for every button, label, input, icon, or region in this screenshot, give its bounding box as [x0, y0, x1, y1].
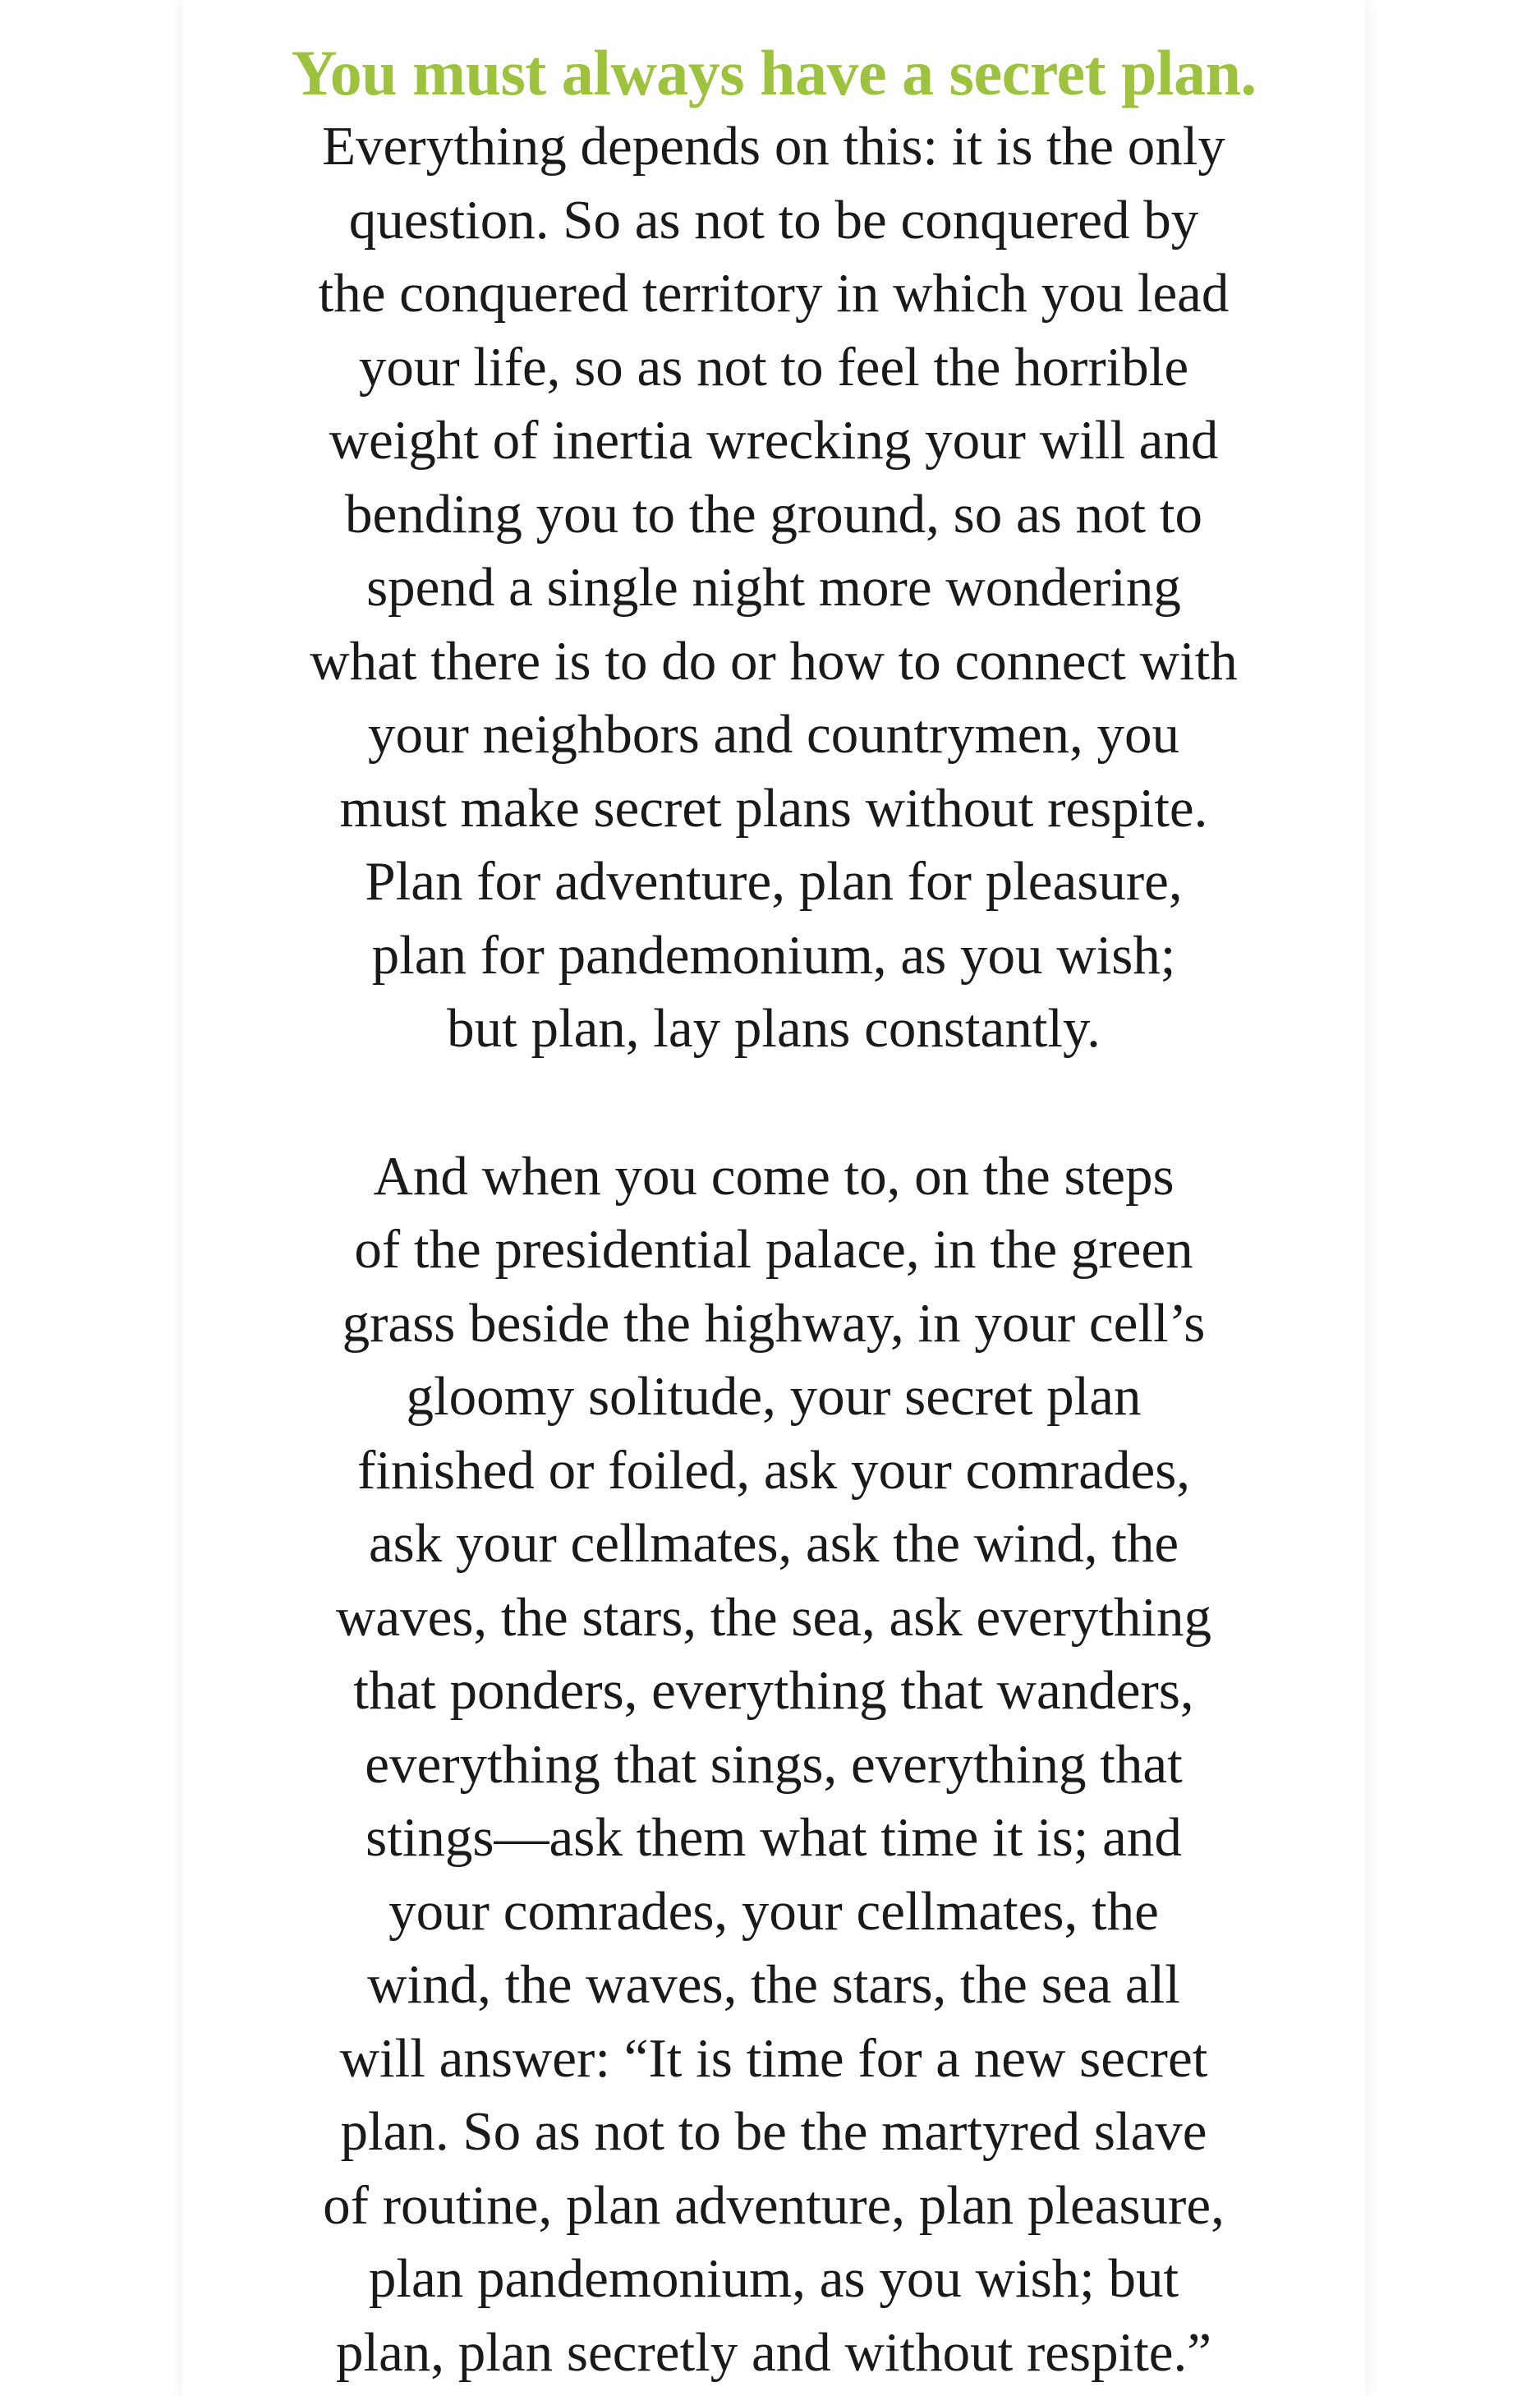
text-line: plan pandemonium, as you wish; but [368, 2248, 1179, 2309]
paragraph-1 [182, 110, 1365, 1066]
text-line: wind, the waves, the stars, the sea all [367, 1954, 1180, 2015]
text-line: of the presidential palace, in the green [354, 1219, 1193, 1280]
text-line: spend a single night more wondering [366, 557, 1181, 618]
document-body [182, 36, 1365, 2389]
page [182, 0, 1365, 2396]
paragraph-spacer [182, 1066, 1365, 1140]
text-line: finished or foiled, ask your comrades, [356, 1439, 1191, 1501]
text-line: plan for pandemonium, as you wish; [371, 924, 1176, 986]
text-line: bending you to the ground, so as not to [345, 483, 1202, 545]
text-line: stings—ask them what time it is; and [365, 1807, 1182, 1868]
text-line: Plan for adventure, plan for pleasure, [365, 851, 1183, 912]
text-line: will answer: “It is time for a new secret [339, 2027, 1208, 2089]
text-line: plan. So as not to be the martyred slave [340, 2101, 1207, 2162]
text-line: your life, so as not to feel the horrible [358, 336, 1189, 398]
text-line: weight of inertia wrecking your will and [329, 410, 1219, 471]
text-line: plan, plan secretly and without respite.” [335, 2321, 1212, 2383]
text-line: question. So as not to be conquered by [348, 189, 1199, 251]
text-line: of routine, plan adventure, plan pleasure, [323, 2174, 1225, 2236]
text-line: waves, the stars, the sea, ask everything [335, 1586, 1212, 1648]
text-line: what there is to do or how to connect with [310, 630, 1238, 692]
text-line: ask your cellmates, ask the wind, the [368, 1513, 1179, 1574]
text-line: Everything depends on this: it is the only [322, 116, 1225, 177]
text-line: the conquered territory in which you lead [318, 263, 1230, 324]
text-line: And when you come to, on the steps [373, 1145, 1175, 1207]
text-line: grass beside the highway, in your cell’s [342, 1292, 1206, 1354]
text-line: must make secret plans without respite. [339, 777, 1208, 839]
paragraph-2 [182, 1140, 1365, 2390]
text-line: everything that sings, everything that [365, 1733, 1183, 1795]
text-line: your comrades, your cellmates, the [388, 1880, 1159, 1942]
text-line: that ponders, everything that wanders, [353, 1660, 1194, 1721]
page-title: You must always have a secret plan. [291, 37, 1257, 108]
text-line: your neighbors and countrymen, you [367, 704, 1180, 765]
text-line: gloomy solitude, your secret plan [406, 1366, 1142, 1427]
text-line: but plan, lay plans constantly. [447, 998, 1101, 1059]
